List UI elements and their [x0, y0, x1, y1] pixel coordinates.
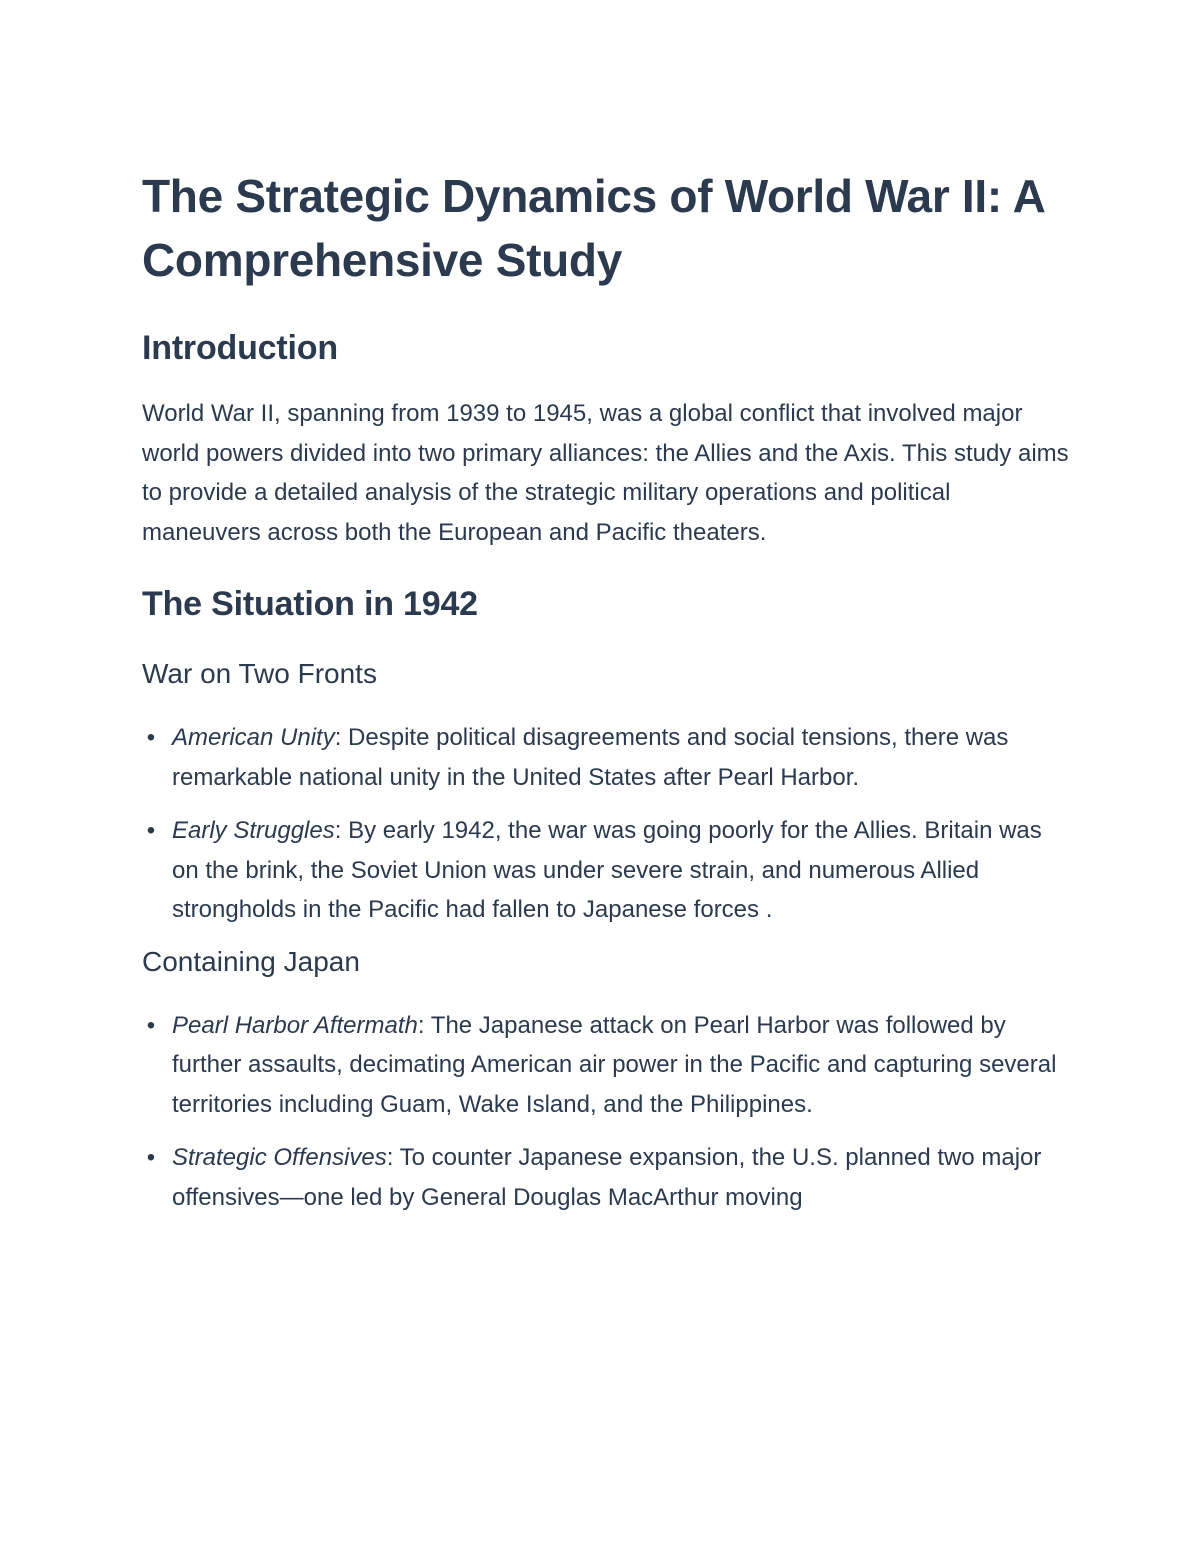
- bullet-icon: •: [146, 1144, 156, 1171]
- introduction-paragraph: World War II, spanning from 1939 to 1945, was a global conflict that involved major world powers divided into two primary alliances: the Allies and the Axis. This study aims to provide a detailed analysis of the strategic military operations and political maneuvers across both the European and Pacific theaters.: [142, 400, 1069, 546]
- subsection-heading-containing-japan: Containing Japan: [142, 945, 360, 977]
- bullet-icon: •: [146, 1011, 156, 1039]
- list-item-term: Pearl Harbor Aftermath: [172, 1011, 418, 1039]
- list-item: [142, 811, 1072, 930]
- bullet-list-containing-japan: [142, 1006, 1072, 1218]
- subsection-heading-war-on-two-fronts: War on Two Fronts: [142, 658, 377, 689]
- list-item-term: Early Struggles: [172, 817, 335, 844]
- list-item-text: : The Japanese attack on Pearl Harbor was followed by further assaults, decimating American air power in the Pacific and capturing several territories including Guam, Wake Island, and the Philippines.: [172, 1011, 1057, 1118]
- list-item-text: : By early 1942, the war was going poorly for the Allies. Britain was on the brink, the Soviet Union was under severe strain, and numerous Allied strongholds in the Pacific had fallen to Japanese forces .: [172, 817, 1042, 923]
- list-item-term: Strategic Offensives: [172, 1144, 387, 1171]
- list-item-term: American Unity: [172, 724, 335, 751]
- list-item-text: : To counter Japanese expansion, the U.S. planned two major offensives—one led by General Douglas MacArthur moving: [172, 1144, 1042, 1211]
- list-item: [142, 1138, 1072, 1217]
- section-heading-situation-1942: The Situation in 1942: [142, 585, 478, 623]
- list-item-text: : Despite political disagreements and social tensions, there was remarkable national unity in the United States after Pearl Harbor.: [172, 724, 1009, 791]
- bullet-icon: •: [146, 817, 156, 844]
- list-item: [142, 718, 1072, 797]
- list-item: [142, 1006, 1072, 1125]
- document-page: [142, 164, 1072, 1231]
- section-heading-introduction: Introduction: [142, 329, 338, 367]
- bullet-list-war-on-two-fronts: [142, 718, 1072, 930]
- document-title: The Strategic Dynamics of World War II: A Comprehensive Study: [142, 170, 1044, 286]
- bullet-icon: •: [146, 724, 156, 751]
